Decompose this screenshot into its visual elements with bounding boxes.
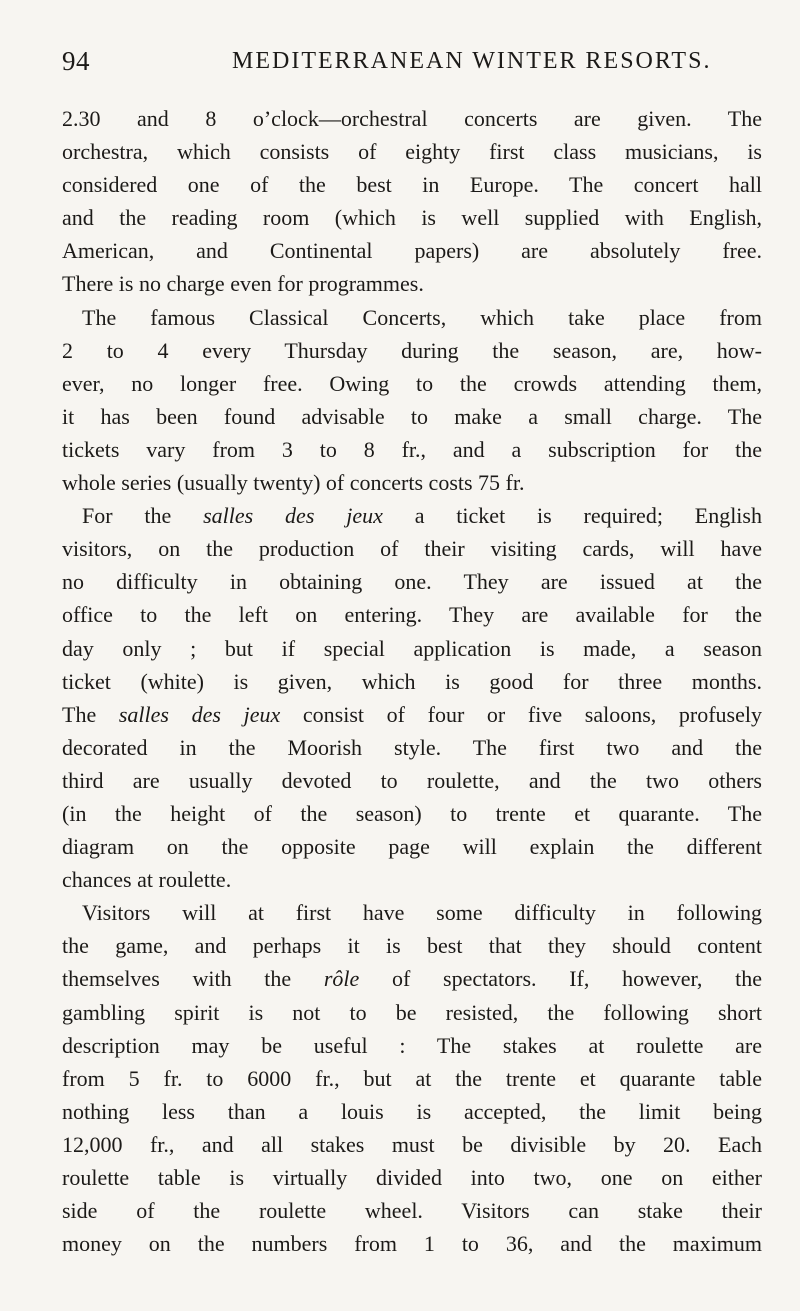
- text-run: whole series (usually twenty) of concerts costs 75 fr.: [62, 470, 525, 496]
- text-run: ever, no longer free. Owing to the crowds attending them,: [62, 370, 762, 396]
- text-line: [62, 896, 762, 929]
- text-line: [62, 135, 762, 168]
- text-line: [62, 764, 762, 797]
- text-line: [62, 1095, 762, 1128]
- page-header: [62, 46, 762, 86]
- text-line: [62, 234, 762, 267]
- text-line: [62, 1194, 762, 1227]
- text-run: of spectators. If, however, the: [359, 966, 763, 992]
- text-run: The famous Classical Concerts, which take place from: [82, 304, 762, 330]
- text-run: There is no charge even for programmes.: [62, 271, 424, 297]
- text-line: [62, 929, 762, 962]
- text-line: [62, 665, 762, 698]
- text-run: (in the height of the season) to trente et quarante. The: [62, 800, 762, 826]
- italic-phrase: rôle: [323, 966, 360, 992]
- text-run: ticket (white) is given, which is good for three months.: [62, 668, 762, 694]
- text-run: description may be useful : The stakes at roulette are: [62, 1032, 762, 1058]
- text-run: The: [62, 701, 119, 727]
- text-line: [62, 1128, 762, 1161]
- text-run: it has been found advisable to make a small charge. The: [62, 403, 762, 429]
- text-line: [62, 996, 762, 1029]
- italic-phrase: salles des jeux: [203, 503, 383, 529]
- text-run: American, and Continental papers) are absolutely free.: [62, 238, 762, 264]
- text-line: [62, 863, 762, 896]
- text-run: 2 to 4 every Thursday during the season, are, how-: [62, 337, 762, 363]
- text-run: decorated in the Moorish style. The first two and the: [62, 734, 762, 760]
- text-run: a ticket is required; English: [382, 503, 762, 529]
- text-line: [62, 367, 762, 400]
- text-run: day only ; but if special application is made, a season: [62, 635, 762, 661]
- text-line: [62, 168, 762, 201]
- text-run: orchestra, which consists of eighty first class musicians, is: [62, 139, 762, 165]
- text-run: consist of four or five saloons, profusely: [280, 701, 762, 727]
- text-line: [62, 1227, 762, 1260]
- text-run: 12,000 fr., and all stakes must be divisible by 20. Each: [62, 1131, 762, 1157]
- text-run: tickets vary from 3 to 8 fr., and a subscription for the: [62, 436, 762, 462]
- text-run: 2.30 and 8 o’clock—orchestral concerts are given. The: [62, 106, 762, 131]
- text-run: and the reading room (which is well supplied with English,: [62, 205, 762, 231]
- text-line: [62, 201, 762, 234]
- text-run: the game, and perhaps it is best that they should content: [62, 933, 762, 959]
- text-run: gambling spirit is not to be resisted, the following short: [62, 999, 762, 1025]
- italic-phrase: salles des jeux: [118, 701, 281, 727]
- text-run: third are usually devoted to roulette, and the two others: [62, 767, 762, 793]
- text-run: side of the roulette wheel. Visitors can stake their: [62, 1198, 762, 1224]
- text-line: [62, 1161, 762, 1194]
- text-run: from 5 fr. to 6000 fr., but at the trente et quarante table: [62, 1065, 762, 1091]
- text-line: [62, 466, 762, 499]
- text-run: visitors, on the production of their visiting cards, will have: [62, 536, 762, 562]
- text-line: [62, 102, 762, 135]
- text-line: [62, 400, 762, 433]
- text-run: themselves with the: [62, 966, 324, 992]
- text-line: [62, 1062, 762, 1095]
- body-text: [62, 102, 762, 1260]
- text-run: no difficulty in obtaining one. They are issued at the: [62, 569, 762, 595]
- text-line: [62, 1029, 762, 1062]
- running-head-title: MEDITERRANEAN WINTER RESORTS.: [232, 48, 712, 74]
- text-run: money on the numbers from 1 to 36, and the maximum: [62, 1231, 762, 1257]
- text-run: For the: [82, 503, 204, 529]
- text-run: Visitors will at first have some difficulty in following: [82, 900, 762, 926]
- text-line: [62, 565, 762, 598]
- text-run: diagram on the opposite page will explain the different: [62, 834, 762, 860]
- text-line: [62, 334, 762, 367]
- text-line: [62, 797, 762, 830]
- text-line: [62, 962, 762, 995]
- text-line: [62, 499, 762, 532]
- text-run: considered one of the best in Europe. The concert hall: [62, 172, 762, 198]
- text-line: [62, 532, 762, 565]
- text-run: chances at roulette.: [62, 867, 232, 893]
- text-line: [62, 698, 762, 731]
- text-line: [62, 830, 762, 863]
- text-line: [62, 301, 762, 334]
- text-run: office to the left on entering. They are available for the: [62, 602, 762, 628]
- text-line: [62, 632, 762, 665]
- text-line: [62, 433, 762, 466]
- text-run: nothing less than a louis is accepted, the limit being: [62, 1098, 762, 1124]
- text-line: [62, 731, 762, 764]
- text-line: [62, 267, 762, 300]
- text-run: roulette table is virtually divided into two, one on either: [62, 1165, 762, 1190]
- page-number: 94: [62, 46, 90, 76]
- text-line: [62, 598, 762, 631]
